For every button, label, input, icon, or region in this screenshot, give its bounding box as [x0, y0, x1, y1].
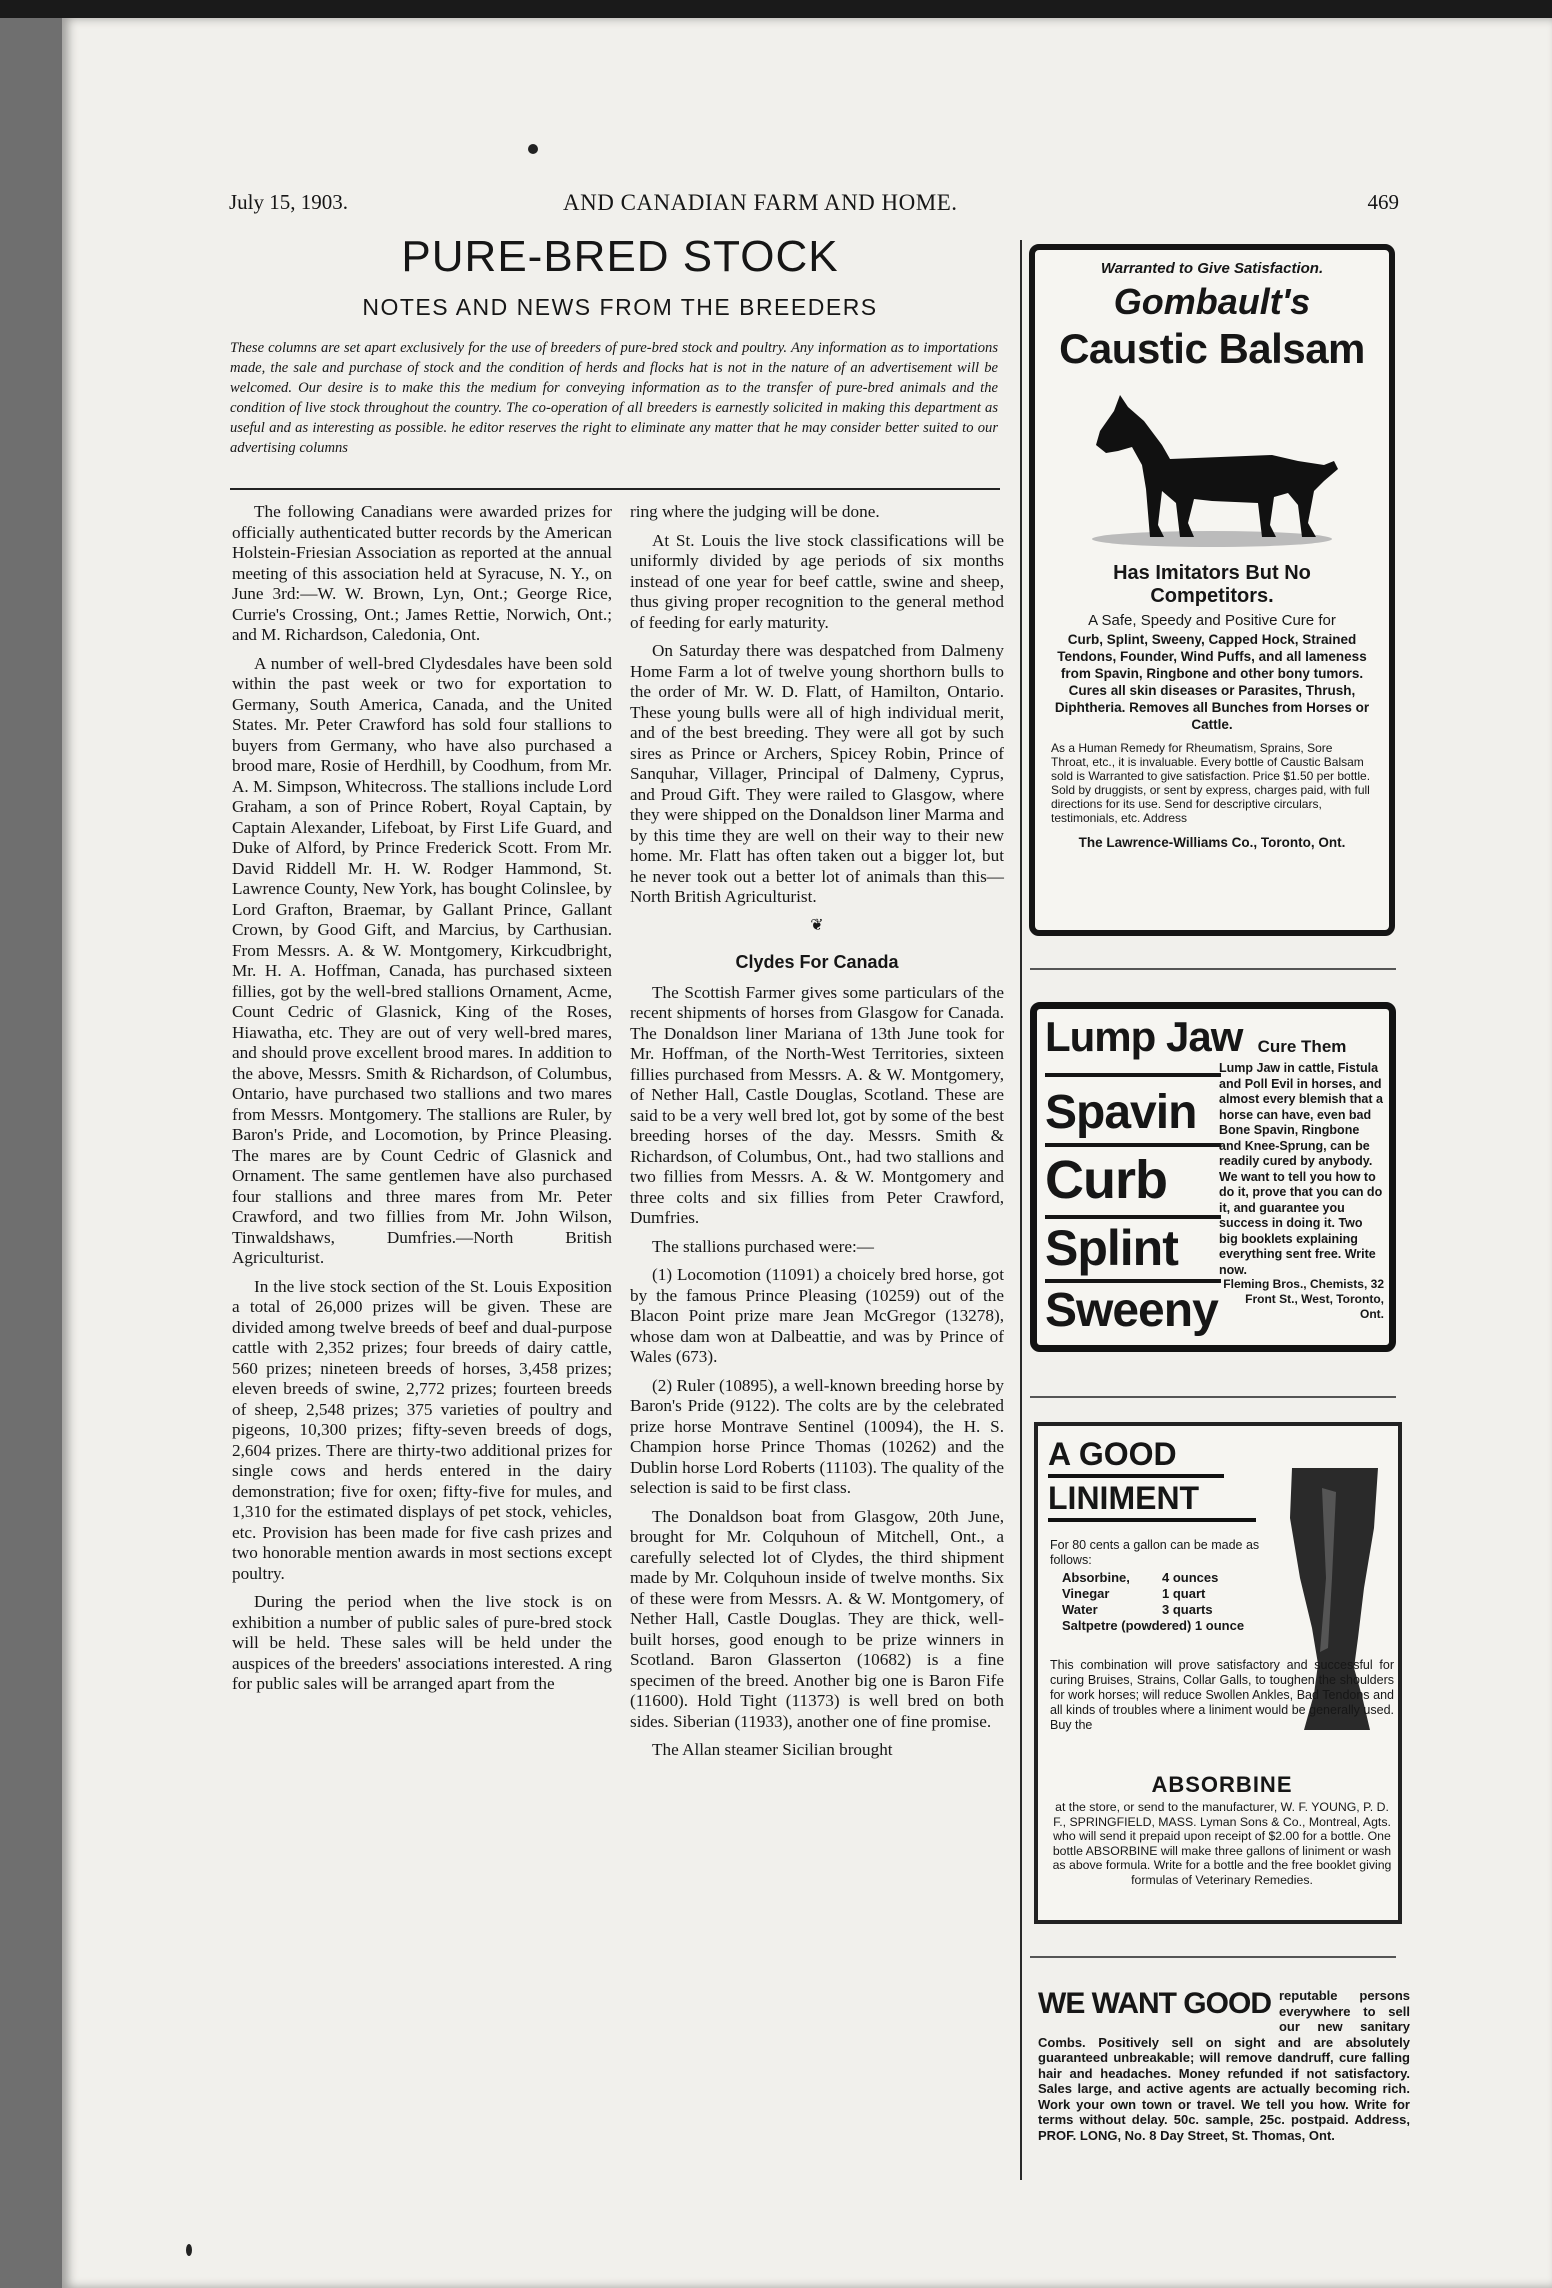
ad-product-name: ABSORBINE [1151, 1772, 1293, 1797]
ad-product-name: Caustic Balsam [1059, 325, 1365, 372]
ad-divider [1030, 1956, 1396, 1958]
ad-word: Curb [1045, 1150, 1167, 1210]
ad-fine-print: at the store, or send to the manufacturer, W. F. YOUNG, P. D. F., SPRINGFIELD, MASS. Lyman Sons & Co., Montreal, Agts. who will send it prepaid upon receipt of $2.00 for a bottle. One bottle ABSORBINE will make three gallons of liniment or wash as above formula. Write for a bottle and the free booklet giving formulas of Veterinary Remedies. [1052, 1800, 1392, 1887]
horse-illustration [1062, 373, 1362, 551]
section-subtitle: NOTES AND NEWS FROM THE BREEDERS [362, 294, 878, 320]
ad-tagline: Has Imitators But No Competitors. [1113, 562, 1311, 607]
header-date: July 15, 1903. [229, 190, 349, 214]
section-title: PURE-BRED STOCK [401, 232, 839, 281]
ingredient-row: Absorbine, 4 ounces [1062, 1570, 1219, 1585]
ad-word: Lump Jaw [1045, 1013, 1243, 1060]
paragraph: On Saturday there was despatched from Dalmeny Home Farm a lot of twelve young shorthorn bulls to the order of Mr. W. D. Flatt, of Hamilton, Ontario. These young bulls were all of high individual merit, and of the best breeding. They were all got by such sires as Prince or Archers, Spicey Robin, Prince of Sanquhar, Villager, Principal of Dalmeny, Cyprus, and Proud Gift. They were railed to Glasgow, where they were shipped on the Donaldson liner Marma and by this time they are well on their way to their new home. Mr. Flatt has often taken out a bigger lot, but he never took out a better lot of animals than this—North British Agriculturist. [630, 641, 1004, 906]
page-number: 469 [1367, 190, 1399, 214]
ingredient-row: Vinegar 1 quart [1062, 1586, 1206, 1601]
ad-ailments-list: Curb, Splint, Sweeny, Capped Hock, Strained Tendons, Founder, Wind Puffs, and all lameness from Spavin, Ringbone and other bony tumors. Cures all skin diseases or Parasites, Thrush, Diphtheria. Removes all Bunches from Horses or Cattle. [1054, 632, 1370, 732]
paragraph: (1) Locomotion (11091) a choicely bred horse, got by the famous Prince Pleasing (10259) out of the Blacon Point prize mare Jean McGregor (13278), whose dam won at Dalbeattie, and was by Prince of Wales (673). [630, 1265, 1004, 1366]
paragraph: The Donaldson boat from Glasgow, 20th June, brought for Mr. Colquhoun of Mitchell, Ont., a carefully selected lot of Clydes, the third shipment made by Mr. Colquhoun inside of twelve months. Six of these were from Messrs. A. & W. Montgomery, of Nether Hall, Castle Douglas. They are thick, well-built horses, good enough to be prize winners in Scotland. Baron Glasserton (10682) is a fine specimen of the breed. Another big one is Baron Fife (11600). Hold Tight (11373) is well bred on both sides. Siberian (11933), another one of fine promise. [630, 1506, 1004, 1731]
ad-word: Sweeny [1045, 1284, 1218, 1337]
scan-border-top [0, 0, 1552, 18]
ad-body: This combination will prove satisfactory and successful for curing Bruises, Strains, Collar Galls, to toughen the shoulders for work horses; will reduce Swollen Ankles, Bad Tendons and all kinds of troubles where a liniment would be generally used. Buy the [1050, 1658, 1394, 1732]
page-header [229, 190, 1399, 220]
dust-speck [186, 2244, 192, 2256]
ad-divider [1030, 1396, 1396, 1398]
ingredients-list [1062, 1570, 1282, 1634]
ornament-icon: ❦ [810, 916, 824, 934]
intro-rule [230, 488, 1000, 490]
ad-word: Splint [1045, 1220, 1178, 1276]
paragraph: The stallions purchased were:— [652, 1236, 874, 1256]
ad-subline: A Safe, Speedy and Positive Cure for [1088, 612, 1336, 629]
article-heading: Clydes For Canada [735, 952, 899, 972]
column-divider [1020, 240, 1022, 2180]
ad-bar [1045, 1073, 1221, 1077]
ad-divider [1030, 968, 1396, 970]
ad-address: The Lawrence-Williams Co., Toronto, Ont. [1078, 835, 1346, 850]
ad-sanitary-combs [1038, 1988, 1410, 2168]
section-intro: These columns are set apart exclusively for the use of breeders of pure-bred stock and poultry. Any information as to importations made, the sale and purchase of stock and the condition of herds and flocks hat is not in the nature of an advertisement will be welcomed. Our desire is to make this the medium for conveying information as to the transfer of pure-bred animals and the condition of live stock throughout the country. The co-operation of all breeders is earnestly solicited in making this department as useful and as interesting as possible. he editor reserves the right to eliminate any matter that he may consider better suited to our advertising columns [230, 340, 998, 456]
ad-intro: For 80 cents a gallon can be made as follows: [1050, 1538, 1260, 1567]
ad-lump-jaw-cure [1030, 1002, 1396, 1352]
paragraph: The following Canadians were awarded prizes for officially authenticated butter records by the American Holstein-Friesian Association as reported at the annual meeting of this association held at Syracuse, N. Y., on June 3rd:—W. W. Brown, Lyn, Ont.; George Rice, Currie's Crossing, Ont.; James Rettie, Norwich, Ont.; and M. Richardson, Caledonia, Ont. [232, 502, 612, 644]
ad-gombault-caustic-balsam [1029, 244, 1395, 936]
paragraph: ring where the judging will be done. [630, 502, 880, 521]
ad-cure-heading: Cure Them [1257, 1037, 1347, 1056]
ad-headline: WE WANT GOOD [1038, 1987, 1271, 2020]
ad-fine-print: As a Human Remedy for Rheumatism, Sprains, Sore Throat, etc., it is invaluable. Every bottle of Caustic Balsam sold is Warranted to give satisfaction. Price $1.50 per bottle. Sold by druggists, or sent by express, charges paid, with full directions for its use. Send for descriptive circulars, testimonials, etc. Address [1051, 741, 1371, 825]
ad-absorbine-liniment [1034, 1422, 1402, 1924]
header-title: AND CANADIAN FARM AND HOME. [563, 190, 958, 215]
paragraph: At St. Louis the live stock classifications will be uniformly divided by age periods of six months instead of one year for beef cattle, swine and sheep, thus giving proper recognition to the general method of feeding for early maturity. [630, 530, 1004, 632]
ad-title-line-1: A GOOD [1048, 1434, 1224, 1478]
paragraph: In the live stock section of the St. Louis Exposition a total of 26,000 prizes will be given. These are divided among twelve breeds of beef and dual-purpose cattle with 2,352 prizes; four breeds of dairy cattle, 560 prizes; nineteen breeds of horses, 3,458 prizes; eleven breeds of swine, 2,772 prizes; fourteen breeds of sheep, 2,548 prizes; 375 varieties of poultry and pigeons, 10,300 prizes; fifty-seven breeds of dogs, 2,604 prizes. There are thirty-two additional prizes for single cows and herds entered in the dairy demonstration; five for oxen; fifty-five for mules, and 1,310 for the estimated displays of pet stock, vehicles, etc. Provision has been made for five cash prizes and two honorable mention awards in most sections except poultry. [232, 1276, 612, 1583]
ingredient-row: Water 3 quarts [1062, 1602, 1213, 1617]
ad-warranty-line: Warranted to Give Satisfaction. [1100, 260, 1324, 277]
dust-speck [528, 144, 538, 154]
section-masthead [230, 232, 1010, 321]
paragraph: The Scottish Farmer gives some particulars of the recent shipments of horses from Glasgow for Canada. The Donaldson liner Mariana of 13th June took for Mr. Hoffman, of the North-West Territories, sixteen fillies purchased from Messrs. A. & W. Montgomery, of Nether Hall, Castle Douglas, Scotland. These are said to be a very well bred lot, got by some of the best breeding horses of the day. Messrs. Smith & Richardson, of Columbus, Ont., had two stallions and two fillies from Messrs. A. & W. Montgomery and three colts and six fillies from Peter Crawford, Dumfries. [630, 982, 1004, 1227]
paragraph: The Allan steamer Sicilian brought [652, 1740, 893, 1759]
ad-word: Spavin [1045, 1086, 1197, 1139]
ad-title-line-2: LINIMENT [1048, 1478, 1256, 1522]
paragraph: A number of well-bred Clydesdales have been sold within the past week or two for exportation to Germany, South America, Canada, and the United States. Mr. Peter Crawford has sold four stallions to buyers from Germany, who have also purchased a brood mare, Rosie of Herdhill, by Coodhum, from Mr. A. M. Simpson, Whitecross. The stallions include Lord Graham, a son of Prince Robert, Royal Captain, by Captain Alexander, Lifeboat, by First Life Guard, and Duke of Alford, by Prince Frederick Scott. From Mr. David Riddell Mr. H. W. Rodger Hammond, St. Lawrence County, New York, has bought Colinslee, by Lord Grafton, Braemar, by Gallant Prince, Gallant Crown, by Good Gift, and Marcius, by Carthusian. From Messrs. A. & W. Montgomery, Kirkcudbright, Mr. H. A. Hoffman, Canada, has purchased sixteen fillies, got by the well-bred stallions Ornament, Acme, Count Cedric of Glasnick, King of the Roses, Hiawatha, etc. They are out of very well-bred mares, and should prove excellent brood mares. In addition to the above, Messrs. Smith & Richardson, of Columbus, Ontario, have purchased two stallions and two mares from Messrs. Montgomery. The stallions are Ruler, by Baron's Pride, and Locomotion, by Prince Pleasing. The mares are by Count Cedric of Glasnick and Ornament. The same gentlemen have also purchased four stallions and three mares from Mr. Peter Crawford, and two fillies from Mr. John Wilson, Tinwaldshaws, Dumfries.—North British Agriculturist. [232, 653, 612, 1267]
ad-bar [1045, 1143, 1221, 1147]
article-column-2 [630, 502, 1004, 1769]
ad-firm: Fleming Bros., Chemists, 32 Front St., West, Toronto, Ont. [1223, 1277, 1384, 1321]
ad-body: Lump Jaw in cattle, Fistula and Poll Evil in horses, and almost every blemish that a horse can have, even bad Bone Spavin, Ringbone and Knee-Sprung, can be readily cured by anybody. We want to tell you how to do it, prove that you can do it, and guarantee you success in doing it. Two big booklets explaining everything sent free. Write now. [1219, 1061, 1383, 1277]
paragraph: During the period when the live stock is on exhibition a number of public sales of pure-bred stock will be held. These sales will be held under the auspices of the breeders' associations interested. A ring for public sales will be arranged apart from the [232, 1592, 612, 1693]
paragraph: (2) Ruler (10895), a well-known breeding horse by Baron's Pride (9122). The colts are by the celebrated prize horse Montrave Sentinel (10094), the H. S. Champion horse Prince Thomas (10262) and the Dublin horse Lord Roberts (11103). The quality of the selection is said to be first class. [630, 1375, 1004, 1497]
article-column-1 [232, 502, 612, 1703]
ad-brand: Gombault's [1113, 281, 1311, 322]
ingredient-row: Saltpetre (powdered) 1 ounce [1062, 1618, 1245, 1633]
ad-body: reputable persons everywhere to sell our new sanitary Combs. Positively sell on sight and are absolutely guaranteed unbreakable; will remove dandruff, cure falling hair and headaches. Money refunded if not satisfactory. Sales large, and active agents are actually becoming rich. Work your own town or travel. We tell you how. Write for terms without delay. 50c. sample, 25c. postpaid. Address, PROF. LONG, No. 8 Day Street, St. Thomas, Ont. [1038, 1988, 1410, 2143]
